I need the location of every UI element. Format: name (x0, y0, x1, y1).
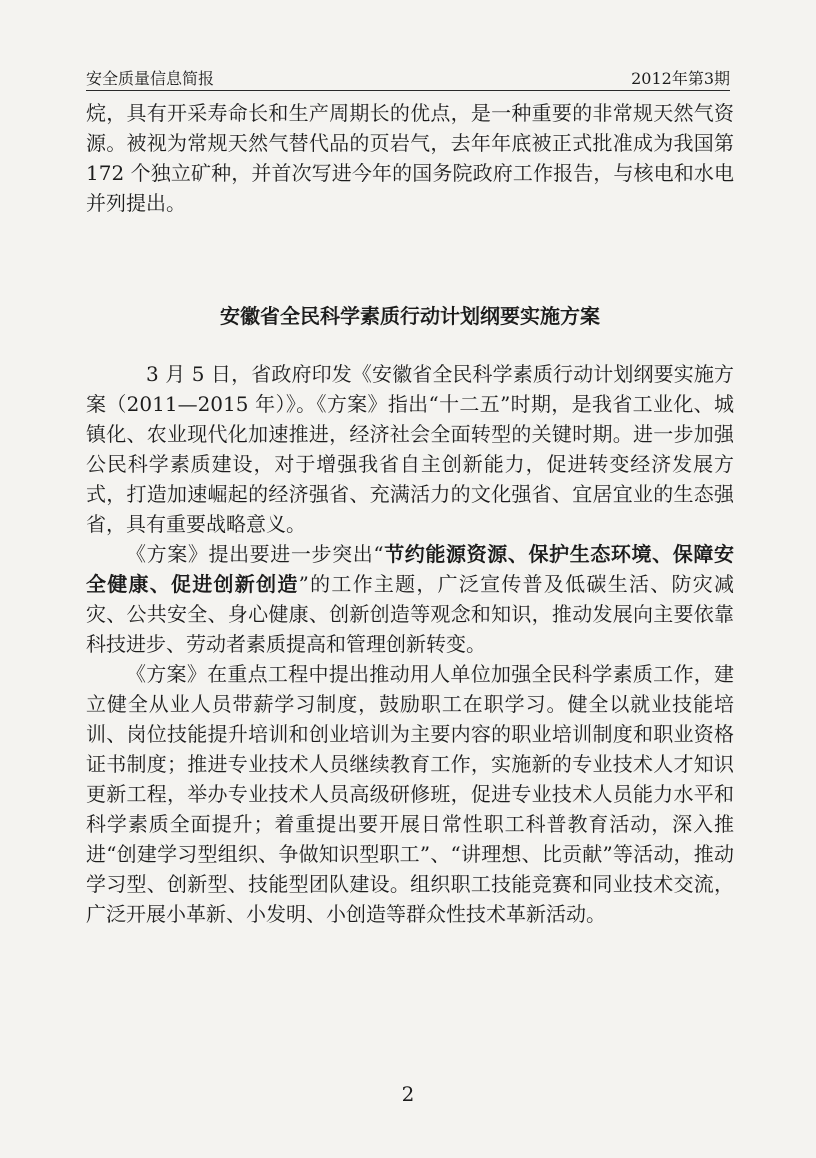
paragraph-2 (86, 539, 734, 659)
article-body (86, 359, 734, 929)
paragraph-2-lead: 《方案》提出要进一步突出“ (126, 542, 384, 566)
paragraph-3: 《方案》在重点工程中提出推动用人单位加强全民科学素质工作，建立健全从业人员带薪学习制度，鼓励职工在职学习。健全以就业技能培训、岗位技能提升培训和创业培训为主要内容的职业培训制度和职业资格证书制度；推进专业技术人员继续教育工作，实施新的专业技术人才知识更新工程，举办专业技术人员高级研修班，促进专业技术人员能力水平和科学素质全面提升；着重提出要开展日常性职工科普教育活动，深入推进“创建学习型组织、争做知识型职工”、“讲理想、比贡献”等活动，推动学习型、创新型、技能型团队建设。组织职工技能竞赛和同业技术交流，广泛开展小革新、小发明、小创造等群众性技术革新活动。 (86, 662, 734, 926)
paragraph-1: 3 月 5 日，省政府印发《安徽省全民科学素质行动计划纲要实施方案（2011—2015 年）》。《方案》指出“十二五”时期，是我省工业化、城镇化、农业现代化加速推进，经济社会全面转型的关键时期。进一步加强公民科学素质建设，对于增强我省自主创新能力，促进转变经济发展方式，打造加速崛起的经济强省、充满活力的文化强省、宜居宜业的生态强省，具有重要战略意义。 (86, 362, 734, 536)
header-rule (86, 90, 730, 91)
publication-title: 安全质量信息简报 (86, 69, 215, 88)
continued-paragraph: 烷，具有开采寿命长和生产周期长的优点，是一种重要的非常规天然气资源。被视为常规天然气替代品的页岩气，去年年底被正式批准成为我国第 172 个独立矿种，并首次写进今年的国务院政府工作报告，与核电和水电并列提出。 (86, 101, 734, 215)
page-header (86, 60, 730, 90)
article-title: 安徽省全民科学素质行动计划纲要实施方案 (220, 304, 600, 328)
page-number: 2 (401, 1082, 415, 1106)
paragraph-2-theme: 节约能源资源、保护生态环境、保障安全健康、促进创新创造 (86, 542, 734, 596)
issue-number: 2012年第3期 (631, 69, 730, 88)
paragraph-2-rest: ”的工作主题，广泛宣传普及低碳生活、防灾减灾、公共安全、身心健康、创新创造等观念和知识，推动发展向主要依靠科技进步、劳动者素质提高和管理创新转变。 (86, 572, 734, 656)
